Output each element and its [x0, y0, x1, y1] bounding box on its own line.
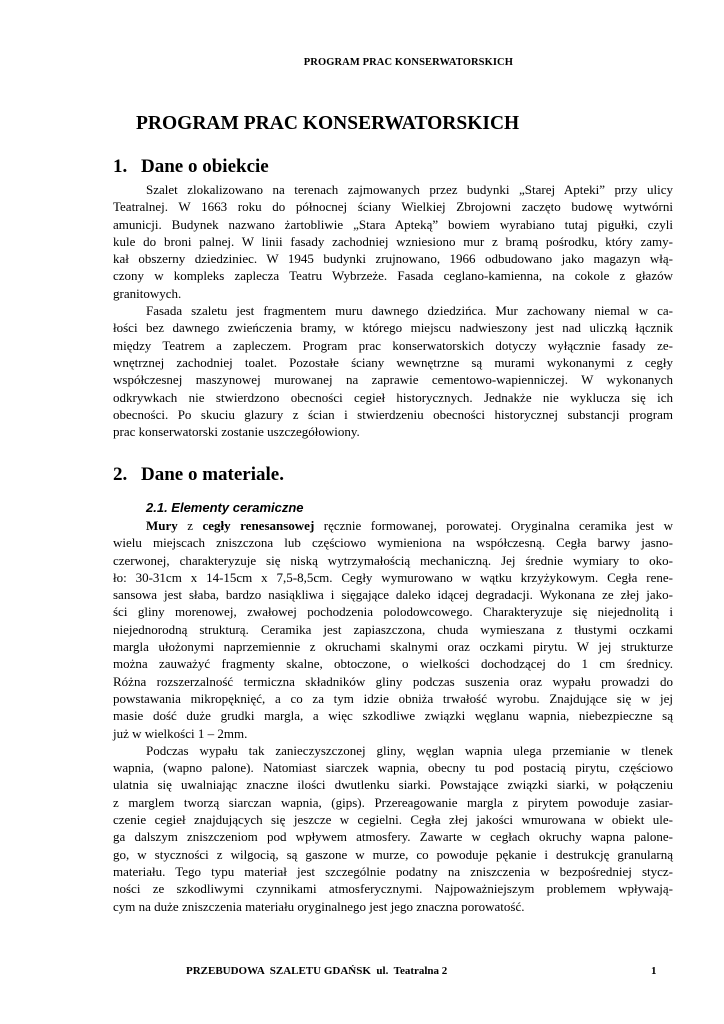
document-title: PROGRAM PRAC KONSERWATORSKICH — [136, 113, 520, 134]
paragraph-line: kał obszerny dziedziniec. W 1945 budynki zrujnowano, 1966 odbudowano jako magazyn włą- — [113, 251, 673, 267]
section-1-heading — [113, 156, 269, 178]
paragraph-line: masie dość duże grudki margla, a więc szkodliwe związki węglanu wapnia, niebezpieczne są — [113, 708, 673, 724]
section-1-title: Dane o obiekcie — [141, 156, 269, 177]
section-2-heading — [113, 464, 284, 486]
text-fragment: ręcznie formowanej, porowatej. Oryginalna ceramika jest w — [314, 518, 673, 533]
page-number: 1 — [651, 965, 657, 977]
paragraph-line: amunicji. Budynek nazwano żartobliwie „Stara Apteką” bowiem wyrabiano tutaj pigułki, czyli — [113, 216, 673, 232]
paragraph-line: ności ze szkodliwymi czynnikami atmosferycznymi. Najpoważniejszym problemem wpływają- — [113, 881, 673, 897]
paragraph-line: współczesnej maszynowej murowanej na zaprawie cementowo-wapienniczej. W wykonanych — [113, 372, 673, 388]
paragraph-line-lead — [113, 517, 673, 534]
subsection-heading: 2.1. Elementy ceramiczne — [146, 500, 304, 515]
bold-term-mury: Mury — [146, 518, 178, 533]
paragraph-line: cym na duże zniszczenia materiału oryginalnego jest jego znaczna porowatość. — [113, 898, 525, 914]
paragraph-line: z marglem tworzą siarczan wapnia, (gips). Przereagowanie margla z pirytem powoduje zasiar- — [113, 794, 673, 810]
paragraph-line: Teatralnej. W 1663 roku do północnej ściany Wielkiej Zbrojowni zaczęto budowę wytwórni — [113, 199, 673, 215]
paragraph-line: kule do broni palnej. W linii fasady zachodniej wzniesiono mur z bramą pośrodku, który zamy- — [113, 233, 673, 249]
paragraph-line: granitowych. — [113, 285, 182, 301]
paragraph-line: Podczas wypału tak zanieczyszczonej gliny, węglan wapnia ulega przemianie w tlenek — [146, 742, 673, 758]
paragraph-line: materiału. Tego typu materiał jest szczególnie podatny na zniszczenia w bezpośredniej stycz- — [113, 863, 673, 879]
section-2-number: 2. — [113, 464, 128, 485]
paragraph-line: między Teatrem a zapleczem. Program prac konserwatorskich dotyczy wyłącznie fasady ze- — [113, 337, 673, 353]
paragraph-line: powstawania mikropęknięć, a co za tym idzie obniża trwałość wyrobu. Znajdujące się w jej — [113, 690, 673, 706]
paragraph-line: obecności. Po skuciu glazury z ścian i stwierdzeniu obecności historycznej substancji program — [113, 406, 673, 422]
paragraph-line: margla ułożonymi naprzemiennie z okruchami skalnymi oraz oczkami pirytu. W jej strukturze — [113, 639, 673, 655]
paragraph-line: Fasada szaletu jest fragmentem muru dawnego dziedzińca. Mur zachowany niemal w ca- — [146, 303, 673, 319]
section-1-body — [113, 181, 673, 440]
paragraph-line: odkrywkach nie stwierdzono obecności cegieł historycznych. Jednakże nie wyklucza się ich — [113, 389, 673, 405]
section-1-number: 1. — [113, 156, 128, 177]
paragraph-line: ga dalszym zniszczeniom pod wpływem atmosfery. Zawarte w cegłach okruchy wapna palone- — [113, 829, 673, 845]
paragraph-line: wapnia, (wapno palone). Natomiast siarczek wapnia, obecny tu pod postacią pirytu, częściowo — [113, 760, 673, 776]
paragraph-line: sansowa jest słaba, bardzo nasiąkliwa i sięgające daleko idącej degradacji. Wykonana ze złej jako- — [113, 587, 673, 603]
bold-term-cegla: cegły renesansowej — [202, 518, 315, 533]
paragraph-line: Szalet zlokalizowano na terenach zajmowanych przez budynki „Starej Apteki” przy ulicy — [146, 182, 673, 197]
paragraph-line: łości bez dawnego zwieńczenia bramy, w którego miejscu nadwieszony jest nad uliczką łącznik — [113, 320, 673, 336]
text-fragment: z — [177, 518, 203, 533]
section-2-title: Dane o materiale. — [141, 464, 284, 485]
paragraph-line: Różna rozszerzalność termiczna składników gliny podczas suszenia oraz wypału prowadzi do — [113, 673, 673, 689]
paragraph-line: czenie cegieł znajdujących się jeszcze w cegielni. Cegła złej jakości wmurowana w obiekt ule- — [113, 812, 673, 828]
paragraph-line: ulatnia się uwalniając znaczne ilości dwutlenku siarki. Powstające związki siarki, w połączeniu — [113, 777, 673, 793]
paragraph-line: ło: 30-31cm x 14-15cm x 7,5-8,5cm. Cegły wymurowano w wątku krzyżykowym. Cegła rene- — [113, 569, 673, 585]
paragraph-line: już w wielkości 1 – 2mm. — [113, 725, 248, 741]
paragraph-line: czony w kompleks zaplecza Teatru Wybrzeże. Fasada ceglano-kamienna, na cokole z głazów — [113, 268, 673, 284]
section-2-body — [113, 517, 673, 915]
paragraph-line: można zauważyć fragmenty skalne, obtoczone, o wielkości dochodzącej do 1 cm średnicy. — [113, 656, 673, 672]
footer-text: PRZEBUDOWA SZALETU GDAŃSK ul. Teatralna 2 — [186, 965, 448, 977]
paragraph-line: niejednorodną strukturą. Ceramika jest zapiaszczona, chuda wymieszana z tłustymi oczkami — [113, 621, 673, 637]
paragraph-line: ści gliny morenowej, zwałowej pochodzenia polodowcowego. Charakteryzuje się niejednolitą i — [113, 604, 673, 620]
running-header: PROGRAM PRAC KONSERWATORSKICH — [303, 57, 513, 68]
paragraph-line: wnętrznej zachodniej toalet. Pozostałe ściany wewnętrzne są murami wykonanymi z cegły — [113, 354, 673, 370]
paragraph-line: go, w styczności z wilgocią, są gaszone w murze, co powoduje pękanie i destrukcję granularną — [113, 846, 673, 862]
paragraph-line: wielu miejscach zniszczona lub częściowo wymieniona na współczesną. Cegła barwy jasno- — [113, 535, 673, 551]
paragraph-line: prac konserwatorski zostanie uszczegółowiony. — [113, 424, 360, 440]
paragraph-line: czerwonej, charakteryzuje się niską wytrzymałością mechaniczną. Jej średnie wymiary to oko- — [113, 552, 673, 568]
